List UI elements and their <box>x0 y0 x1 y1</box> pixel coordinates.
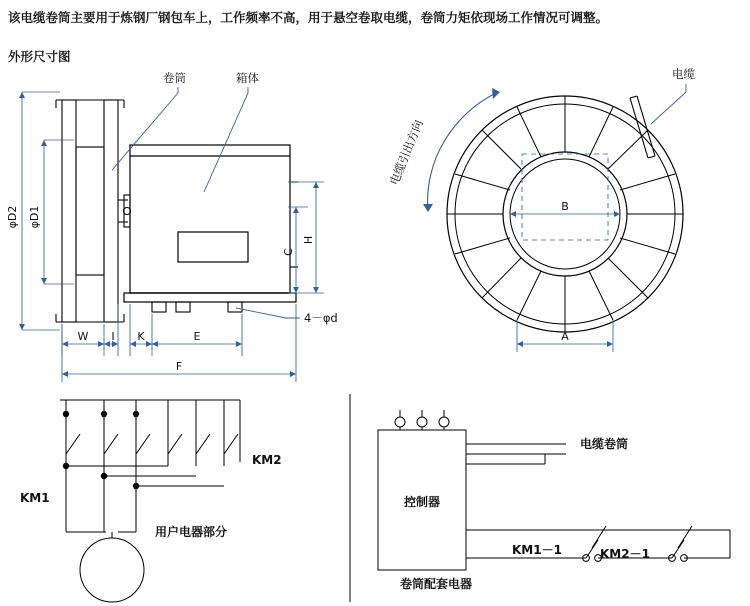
schematic-right-group <box>378 410 730 591</box>
schematic-label-km1-1: KM1－1 <box>512 543 562 557</box>
dimension-label-w: W <box>77 330 89 343</box>
side-view-group <box>6 71 338 382</box>
drum-flanges <box>56 100 124 322</box>
dimension-label-h: H <box>302 235 315 245</box>
callout-label-box: 箱体 <box>236 71 259 85</box>
dimension-label-phi-d2: φD2 <box>6 205 19 229</box>
schematic-label-km2: KM2 <box>252 453 282 467</box>
cable-exit <box>630 96 655 158</box>
drum-shaft <box>118 195 131 227</box>
mounting-feet <box>152 302 242 312</box>
gearbox-housing <box>124 145 296 302</box>
callout-label-cable-direction: 电缆引出方向 <box>386 117 426 188</box>
schematic-label-controller: 控制器 <box>403 495 441 509</box>
dimension-phi-d1 <box>41 140 74 284</box>
dimension-label-f: F <box>175 360 183 373</box>
side-view-callouts <box>112 87 300 318</box>
front-view-group <box>387 67 696 352</box>
intro-paragraph: 该电缆卷筒主要用于炼钢厂钢包车上，工作频率不高，用于悬空卷取电缆，卷筒力矩依现场工作情况可调整。 <box>8 10 609 25</box>
schematic-caption-left: 用户电器部分 <box>155 525 228 539</box>
callout-label-drum: 卷筒 <box>163 71 186 85</box>
dimension-label-a: A <box>561 330 569 343</box>
rotation-arrow <box>423 88 500 212</box>
dimension-label-phi-d1: φD1 <box>28 205 41 229</box>
schematic-label-km1: KM1 <box>20 491 50 505</box>
dimension-label-e: E <box>193 330 201 343</box>
schematic-label-km2-1: KM2－1 <box>600 547 650 561</box>
dimension-label-c: C <box>282 248 295 256</box>
front-view-callouts <box>651 84 686 124</box>
technical-drawing <box>0 62 750 606</box>
schematic-left-group <box>20 400 282 602</box>
schematic-caption-right: 卷筒配套电器 <box>400 577 473 591</box>
hub-center-dashed <box>522 154 608 240</box>
schematic-left-junctions <box>63 411 139 489</box>
dimension-label-k: K <box>137 330 145 343</box>
callout-label-cable: 电缆 <box>672 67 695 81</box>
callout-label-holes: 4－φd <box>304 311 338 325</box>
dimension-label-b: B <box>561 200 569 213</box>
dimension-label-i: I <box>111 330 115 343</box>
schematic-label-cable-drum: 电缆卷筒 <box>580 437 629 451</box>
section-title: 外形尺寸图 <box>8 49 71 64</box>
